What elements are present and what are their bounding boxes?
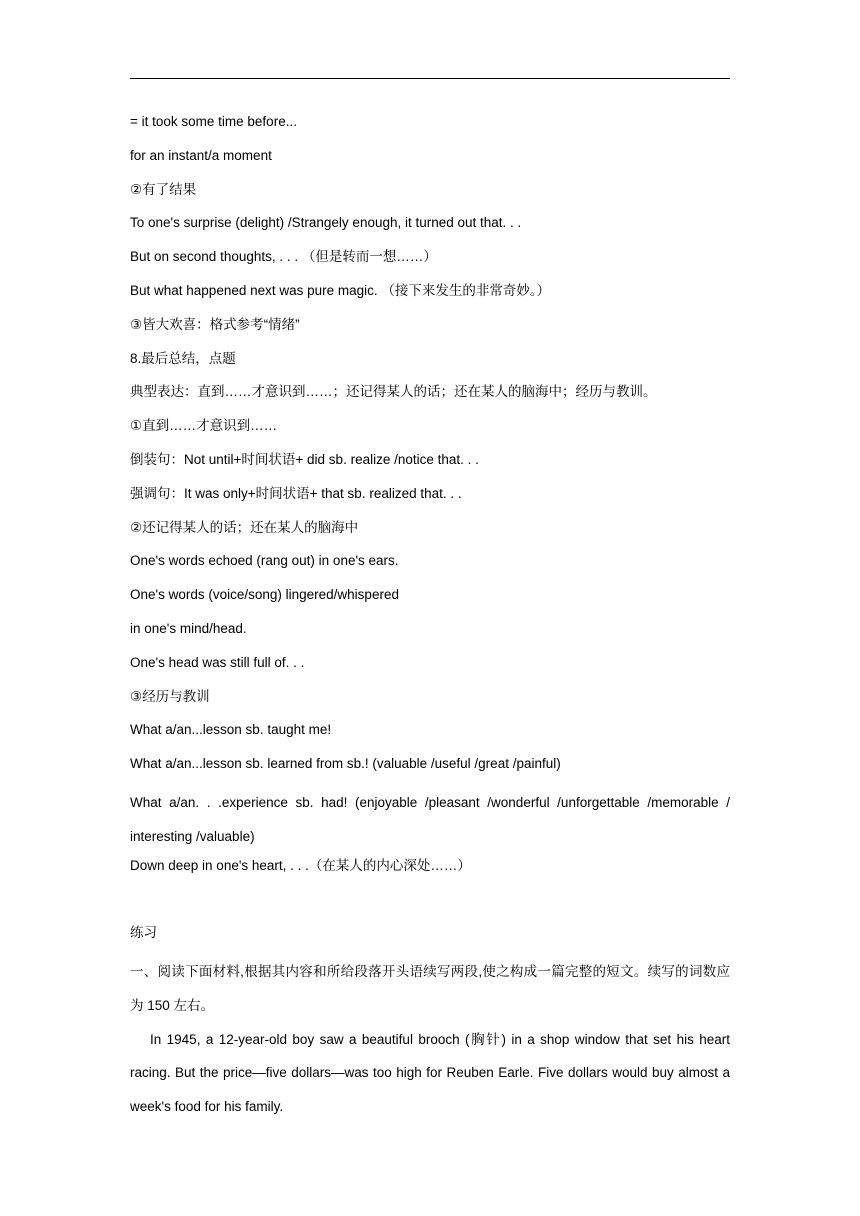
story-paragraph: In 1945, a 12-year-old boy saw a beautiful brooch (胸针) in a shop window that set his heart racing. But the price—five dollars—was too high for Reuben Earle. Five dollars would buy almost a week's food for his family. [130, 1031, 730, 1115]
practice-instruction: 一、阅读下面材料,根据其内容和所给段落开头语续写两段,使之构成一篇完整的短文。续写的词数应为 150 左右。 [130, 963, 730, 1013]
heading-not-until: ①直到……才意识到…… [130, 418, 278, 434]
line-emphasis: 强调句：It was only+时间状语+ that sb. realized that. . . [130, 485, 462, 501]
spacer [130, 887, 730, 921]
heading-remember-words: ②还记得某人的话；还在某人的脑海中 [130, 519, 359, 535]
line-words-lingered: One's words (voice/song) lingered/whispered [130, 587, 399, 603]
line-words-echoed: One's words echoed (rang out) in one's ears. [130, 553, 399, 569]
line-head-full: One's head was still full of. . . [130, 654, 305, 670]
line-lesson-taught: What a/an...lesson sb. taught me! [130, 722, 332, 738]
heading-experience-lesson: ③经历与教训 [130, 688, 210, 704]
line-down-deep: Down deep in one's heart, . . .（在某人的内心深处……） [130, 857, 471, 873]
heading-result: ②有了结果 [130, 181, 197, 197]
line-in-mind: in one's mind/head. [130, 620, 247, 636]
line-inversion: 倒装句：Not until+时间状语+ did sb. realize /notice that. . . [130, 451, 479, 467]
line-second-thoughts: But on second thoughts, . . . （但是转而一想……） [130, 249, 437, 265]
heading-section-8: 8.最后总结，点题 [130, 350, 236, 366]
practice-title: 练习 [130, 925, 157, 941]
heading-happy-ending: ③皆大欢喜：格式参考“情绪” [130, 316, 300, 332]
line-experience: What a/an. . .experience sb. had! (enjoyable /pleasant /wonderful /unforgettable /memorable / interesting /valuable) [130, 794, 730, 844]
line-lesson-learned: What a/an...lesson sb. learned from sb.! (valuable /useful /great /painful) [130, 756, 561, 772]
line-pure-magic: But what happened next was pure magic. （接下来发生的非常奇妙。） [130, 282, 551, 298]
line-took-some-time: = it took some time before... [130, 114, 297, 129]
document-body [130, 110, 730, 1124]
line-typical-expressions: 典型表达：直到……才意识到……；还记得某人的话；还在某人的脑海中；经历与教训。 [130, 384, 657, 400]
line-surprise: To one's surprise (delight) /Strangely enough, it turned out that. . . [130, 215, 522, 231]
line-for-an-instant: for an instant/a moment [130, 147, 272, 163]
header-rule [130, 78, 730, 79]
